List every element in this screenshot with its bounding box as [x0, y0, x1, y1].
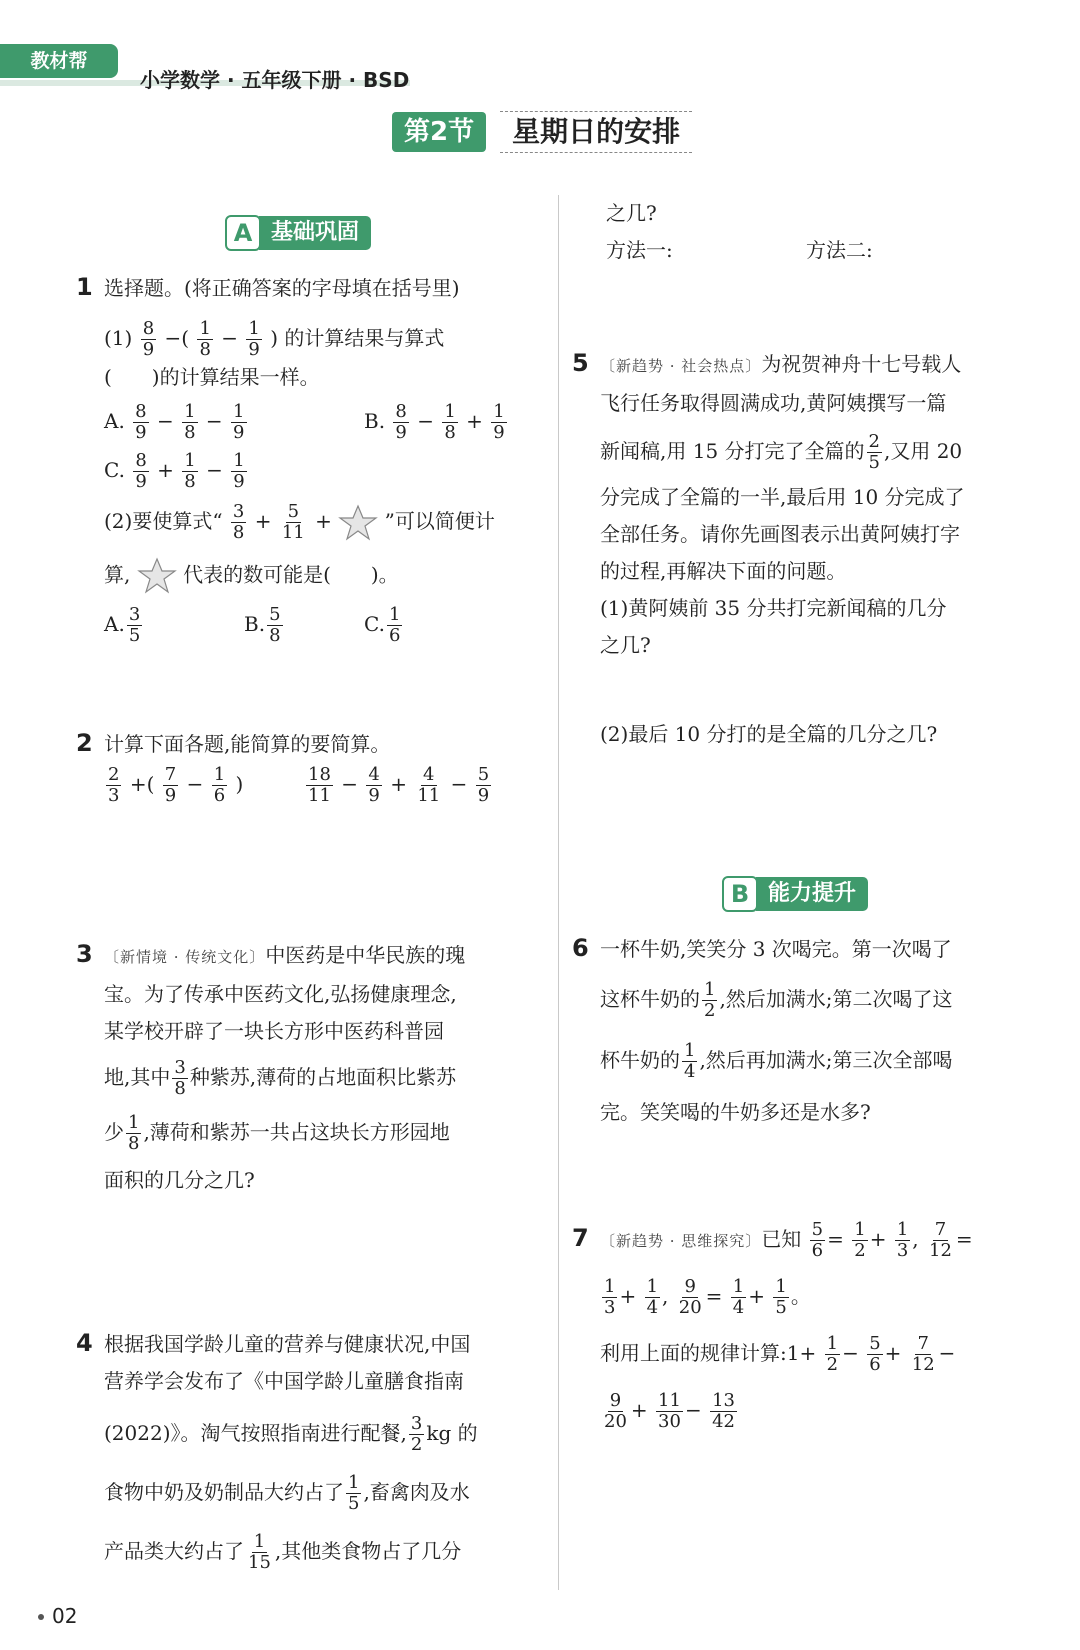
- op: −: [164, 326, 182, 350]
- question-7: 7 〔新趋势 · 思维探究〕已知 $\frac{5}{6}$ = $\frac{1}{2}$ + $\frac{1}{3}$ , $\frac{7}{12}$ = $\frac{1}{3}$ + $\frac{1}{4}$ , $\frac{9}{20}$ = $\frac{1}{4}$ + $\frac{1}{5}$ 。 利用上面的规律计算:1+ $\frac{1}{2}$ − $\frac{5}{6}$ + $\frac{7}{12}$ − $\frac{9}{20}$ + $\frac{11}{30}$ − $\frac{13}{42}$: [572, 1219, 973, 1432]
- page-number: 02: [52, 1604, 78, 1628]
- section-heading: [392, 112, 692, 152]
- star-icon: [338, 504, 378, 542]
- method-2: 方法二:: [806, 238, 873, 262]
- op: −: [221, 326, 239, 350]
- question-6: 6 一杯牛奶,笑笑分 3 次喝完。第一次喝了 这杯牛奶的 $\frac{1}{2}$ ,然后加满水;第二次喝了这 杯牛奶的 $\frac{1}{4}$ ,然后再加满水;第三次全部喝 完。笑笑喝的牛奶多还是水多?: [572, 930, 1048, 1131]
- q1-part2-cont: 算, 代表的数可能是( )。: [76, 557, 546, 595]
- question-5: 5 〔新趋势 · 社会热点〕为祝贺神舟十七号载人 飞行任务取得圆满成功,黄阿姨撰写一篇 新闻稿,用 15 分打完了全篇的 $\frac{2}{5}$ ,又用 20 分完成了全篇的一半,最后用 10 分完成了 全部任务。请你先画图表示出黄阿姨打字 的过程,再解决下面的问题。 (1)黄阿姨前 35 分共打完新闻稿的几分 之几? (2)最后 10 分打的是全篇的几分之几?: [572, 345, 1048, 753]
- q1-option-c: C. $\frac{8}{9}$ + $\frac{1}{8}$ − $\frac{1}{9}$: [104, 450, 245, 492]
- fraction: $\frac{1}{8}$: [199, 318, 211, 360]
- q1-number: 1: [76, 273, 93, 301]
- section-a-letter: A: [225, 215, 261, 251]
- q1-p2-option-a: A. $\frac{3}{5}$: [104, 604, 141, 646]
- q1-option-b: B. $\frac{8}{9}$ − $\frac{1}{8}$ + $\frac{1}{9}$: [364, 401, 505, 443]
- q2-expr-2: $\frac{18}{11}$ − $\frac{4}{9}$ + $\frac{4}{11}$ − $\frac{5}{9}$: [308, 764, 490, 806]
- question-4: 4 根据我国学龄儿童的营养与健康状况,中国 营养学会发布了《中国学龄儿童膳食指南 (2022)》。淘气按照指南进行配餐, $\frac{3}{2}$ kg 的 食物中奶及奶制品大约占了 $\frac{1}{5}$ ,畜禽肉及水 产品类大约占了 $\frac{1}{15}$ ,其他类食物占了几分: [76, 1325, 546, 1573]
- star-icon: [137, 557, 177, 595]
- q7-tag: 〔新趋势 · 思维探究〕: [600, 1232, 762, 1250]
- q2-expr-1: $\frac{2}{3}$ +( $\frac{7}{9}$ − $\frac{1}{6}$ ): [108, 764, 244, 806]
- question-3: 3 〔新情境 · 传统文化〕中医药是中华民族的瑰 宝。为了传承中医药文化,弘扬健康理念, 某学校开辟了一块长方形中医药科普园 地,其中 $\frac{3}{8}$ 种紫苏,薄荷的占地面积比紫苏 少 $\frac{1}{8}$ ,薄荷和紫苏一共占这块长方形园地 面积的几分之几?: [76, 936, 546, 1199]
- op: ): [270, 326, 279, 350]
- q1-stem: 选择题。(将正确答案的字母填在括号里): [104, 276, 460, 300]
- q7-number: 7: [572, 1224, 589, 1252]
- q1-part2-options: [76, 605, 546, 646]
- page-dot: [38, 1614, 44, 1620]
- brand-tag: 教材帮: [0, 44, 118, 78]
- fraction: $\frac{1}{9}$: [248, 318, 260, 360]
- section-a-label: 基础巩固: [259, 216, 371, 250]
- section-number: 第2节: [392, 112, 486, 152]
- question-1: [76, 270, 546, 646]
- section-a-badge: [225, 216, 371, 250]
- q1-p2-option-b: B. $\frac{5}{8}$: [244, 604, 281, 646]
- q1-part1-label: (1): [104, 326, 133, 350]
- question-2: [76, 726, 546, 806]
- q2-number: 2: [76, 729, 93, 757]
- section-b-badge: [722, 877, 868, 911]
- q4-number: 4: [76, 1329, 93, 1357]
- op: (: [181, 326, 190, 350]
- fraction: $\frac{8}{9}$: [142, 318, 155, 360]
- q5-number: 5: [572, 349, 589, 377]
- q6-number: 6: [572, 934, 589, 962]
- section-b-letter: B: [722, 876, 758, 912]
- q3-tag: 〔新情境 · 传统文化〕: [104, 948, 266, 966]
- q1-p2-option-c: C. $\frac{1}{6}$: [364, 604, 401, 646]
- q1-part1-text: 的计算结果与算式: [284, 326, 445, 350]
- method-1: 方法一:: [606, 238, 673, 262]
- section-b-label: 能力提升: [756, 877, 868, 911]
- q2-stem: 计算下面各题,能简算的要简算。: [104, 732, 391, 756]
- column-divider: [558, 195, 559, 1590]
- section-title: 星期日的安排: [500, 111, 692, 153]
- q1-option-a: A. $\frac{8}{9}$ − $\frac{1}{8}$ − $\frac{1}{9}$: [104, 401, 245, 443]
- book-title: 小学数学 · 五年级下册 · BSD: [140, 68, 410, 92]
- q1-part2: (2)要使算式“ $\frac{3}{8}$ + $\frac{5}{11}$ + ”可以简便计: [104, 501, 495, 543]
- q5-tag: 〔新趋势 · 社会热点〕: [600, 357, 762, 375]
- question-4-cont: 之几? 方法一: 方法二:: [606, 195, 1046, 269]
- q1-part1-blank: ( )的计算结果一样。: [104, 365, 320, 389]
- q3-number: 3: [76, 940, 93, 968]
